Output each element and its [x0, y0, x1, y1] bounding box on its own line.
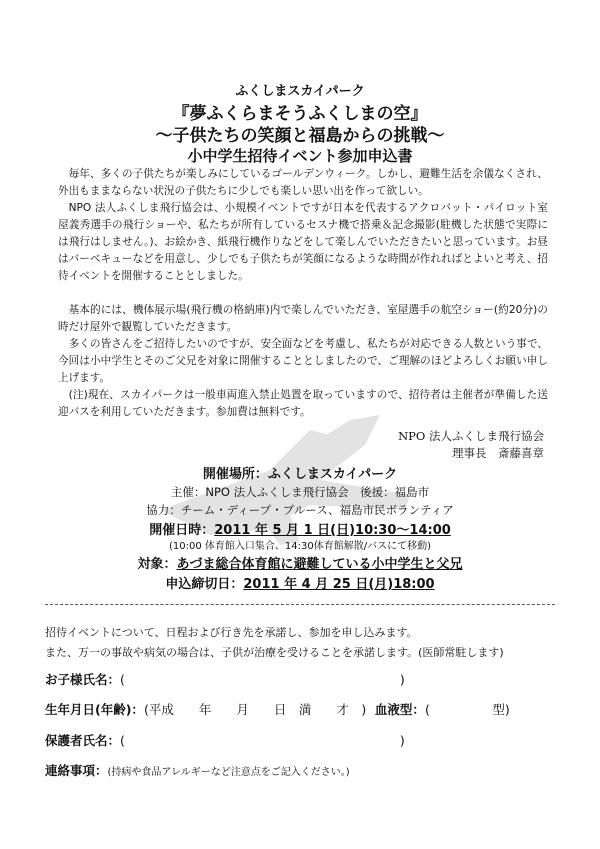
blood-type-label: 血液型： — [374, 702, 425, 717]
birth-date-input[interactable]: (平成 年 月 日 満 才 ) — [143, 702, 367, 717]
event-deadline-label: 申込締切日： — [165, 577, 244, 592]
intro-text: 毎年、多くの子供たちが楽しみにしているゴールデンウィーク。しかし、避難生活を余儀なくされ、外出もままならない状況の子供たちに少しでも楽しい思い出を作って欲しい。 — [58, 168, 548, 197]
child-name-field — [45, 670, 405, 688]
birth-date-label: 生年月日(年齢)： — [45, 702, 144, 717]
child-name-label: お子様氏名： — [45, 672, 121, 687]
intro-paragraph — [58, 166, 548, 200]
agreement-line-1: 招待イベントについて、日程および行き先を承諾し、参加を申し込みます。 — [45, 626, 418, 639]
event-host: 主催：NPO 法人ふくしま飛行協会 後援：福島市 — [170, 485, 430, 499]
event-title: 『夢ふくらまそうふくしまの空』 — [172, 104, 428, 124]
blood-type-input[interactable]: ( 型) — [424, 702, 510, 717]
birth-date-field — [45, 700, 510, 718]
contact-notes-label: 連絡事項： — [45, 763, 108, 778]
target-paragraph — [58, 336, 548, 387]
contact-notes-input[interactable]: (持病や食品アレルギーなど注意点をご記入ください。) — [107, 767, 350, 778]
event-deadline — [0, 573, 600, 592]
note-text: (注)現在、スカイパークは一般車両進入禁止処置を取っていますので、招待者は主催者が準備した送迎バスを利用していただきます。参加費は無料です。 — [58, 389, 548, 418]
signature-organization: NPO 法人ふくしま飛行協会 — [398, 429, 544, 443]
guardian-name-input[interactable]: ( ) — [120, 733, 405, 748]
event-schedule-note: (10:00 体育館入口集合、14:30体育館解散/バスにて移動) — [169, 541, 431, 552]
event-date — [0, 519, 600, 538]
event-date-value: 2011 年 5 月 1 日(日)10:30～14:00 — [214, 523, 451, 538]
child-name-input[interactable]: ( ) — [120, 672, 405, 687]
event-deadline-value: 2011 年 4 月 25 日(月)18:00 — [243, 577, 435, 592]
agreement-line-2: また、万一の事故や病気の場合は、子供が治療を受けることを承諾します。(医師常駐します) — [45, 646, 504, 659]
form-title: 小中学生招待イベント参加申込書 — [187, 147, 413, 165]
venue-paragraph — [58, 302, 548, 336]
event-target-label: 対象： — [137, 557, 177, 572]
event-date-label: 開催日時： — [149, 523, 215, 538]
contact-notes-field — [45, 761, 350, 779]
target-text: 多くの皆さんをご招待したいのですが、安全面などを考慮し、私たちが対応できる人数という事で、今回は小中学生とそのご父兄を対象に開催することとしましたので、ご理解のほどよろしくお願い申し上げます。 — [58, 338, 548, 384]
event-target-value: あづま総合体育館に避難している小中学生と父兄 — [176, 557, 463, 572]
description-paragraph — [58, 200, 548, 285]
description-text: NPO 法人ふくしま飛行協会は、小規模イベントですが日本を代表するアクロバット・パイロット室屋義秀選手の飛行ショーや、私たちが所有しているセスナ機で搭乗＆記念撮影(駐機した状態で実際には飛行はしません。)、お絵かき、紙飛行機作りなどをして楽しんでいただきたいと思っています。お昼はバーベキューなどを用意し、少しでも子供たちが笑顔になるような時間が作れればとよいと考え、招待イベントを開催することとしました。 — [58, 202, 548, 282]
cut-line-divider — [45, 604, 555, 605]
organizer-heading: ふくしまスカイパーク — [235, 84, 365, 99]
venue-text: 基本的には、機体展示場(飛行機の格納庫)内で楽しんでいただき、室屋選手の航空ショー(約20分)の時だけ屋外で観覧していただきます。 — [58, 304, 548, 333]
event-cooperation: 協力：チーム・ディープ・ブルース、福島市民ボランティア — [146, 503, 454, 517]
guardian-name-label: 保護者氏名： — [45, 733, 121, 748]
signature-chairman: 理事長 斎藤喜章 — [452, 446, 544, 460]
event-target — [0, 553, 600, 572]
event-venue: 開催場所：ふくしまスカイパーク — [202, 467, 398, 482]
guardian-name-field — [45, 731, 405, 749]
event-subtitle: ～子供たちの笑顔と福島からの挑戦～ — [155, 126, 445, 146]
